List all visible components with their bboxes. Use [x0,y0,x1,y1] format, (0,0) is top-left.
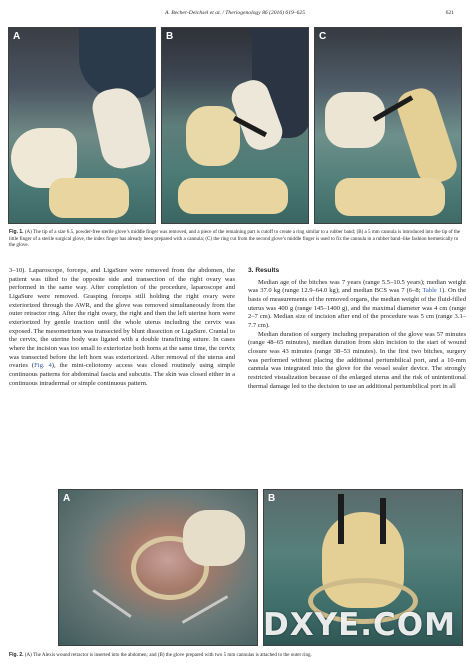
cannula [338,494,344,544]
figure1-panel-a [8,27,156,224]
right-column [248,267,466,391]
figure1-panel-b [161,27,309,224]
figure2-caption-text: (A) The Alexis wound retractor is inserted into the abdomen; and (B) the glove prepared with two 5 mm cannulas is attached to the outer ring. [24,652,312,658]
glove-on-table [178,178,288,214]
running-head [16,10,454,20]
figure2-caption [9,652,461,659]
cannula [380,498,386,544]
figure2-caption-label: Fig. 2. [9,652,24,658]
gloved-hand-right [89,84,153,172]
figure-reference-link[interactable]: Fig. 4 [34,362,52,370]
left-column [9,267,235,388]
section-heading: 3. Results [248,267,280,274]
paragraph-text: ). On the basis of measurements of the removed organs, the median weight of the fluid-filled uterus was 400 g (range 145–1400 g), and the maximal diameter was 4 cm (range 2–7 cm). Median size of incision after end of the procedure was 5 cm (range 3.1–7.7 cm). [248,287,466,329]
paragraph [9,267,235,388]
figure1-caption-label: Fig. 1. [9,229,24,235]
glove-on-table [335,178,445,216]
glove-on-table [49,178,129,218]
figure1-caption-text: (A) The tip of a size 6.5, powder-free sterile glove’s middle finger was removed, and a piece of the remaining part is cutoff to create a ring similar to a rubber band; (B) a 5 mm cannula is introduced into the tip of the little finger of a sterile surgical glove, the index finger has already been prepared with a cannula; (C) the ring cut from the second glove’s middle finger is used to fix the cannula in a rubber band–like fashion hermetically to the glove. [9,229,461,249]
paragraph-text: 3–10). Laparoscope, forceps, and LigaSure were removed from the abdomen, the patient was tilted to the opposite side and transection of the right ovary was performed in the same way. After completion of the procedure, laparoscope and LigaSure were removed. Grasping forceps still holding the right ovary were exteriorized through the AWR, and the glove was removed simultaneously from the outer retractor ring. After the right ovary, the right and then the left uterine horn were exteriorized by gentle traction until the whole uterus including the cervix was exposed. The mesometrium was transected by blunt dissection or LigaSure. Cranial to the cervix, the uterine body was ligated with a double transfixing suture. In cases where the incision was too small to exteriorize both horns at the same time, the cervix was transected before the left horn was exteriorized. After removal of the uterus and ovaries ( [9,267,235,370]
figure2-panel-a [58,489,258,646]
paragraph: Median duration of surgery including preparation of the glove was 57 minutes (range 48–65 minutes), median duration from skin incision to the start of wound closure was 43 minutes (range 38–53 minutes). In the first two bitches, surgery was performed without placing the additional periumbilical port, and a 10-mm cannula was integrated into the glove for the vessel sealer device. The strongly restricted visualization because of the enlarged uterus and the risk of unintentional thermal damage led to the decision to use an additional periumbilical port in all [248,330,466,390]
figure1-panel-c [314,27,462,224]
watermark: DXYE.COM [263,607,456,643]
paragraph-text: Median age of the bitches was 7 years (range 5.5–10.5 years); median weight was 37.0 kg (range 12.9–64.0 kg); and median BCS was 7 (6–8; [248,278,466,295]
gloved-hand-left [186,106,240,166]
panel-label: A [63,493,71,504]
figure1-caption [9,229,461,249]
journal-citation: A. Becher-Deichsel et al. / Theriogenology 86 (2016) 619–625 [164,10,305,16]
panel-label: A [13,31,21,42]
table-reference-link[interactable]: Table 1 [422,287,443,295]
panel-label: B [268,493,276,504]
surgical-clamp [92,589,131,618]
paragraph [248,279,466,331]
panel-label: B [166,31,174,42]
gloved-hand-right [183,510,245,566]
surgical-clamp [182,595,229,624]
panel-label: C [319,31,327,42]
page-number: 621 [445,10,454,16]
paragraph-text: ), the mini-celiotomy access was closed routinely using simple continuous patterns for abdominal fascia and subcutis. The skin was closed either in a continuous intradermal or simple continuous pattern. [9,362,235,387]
